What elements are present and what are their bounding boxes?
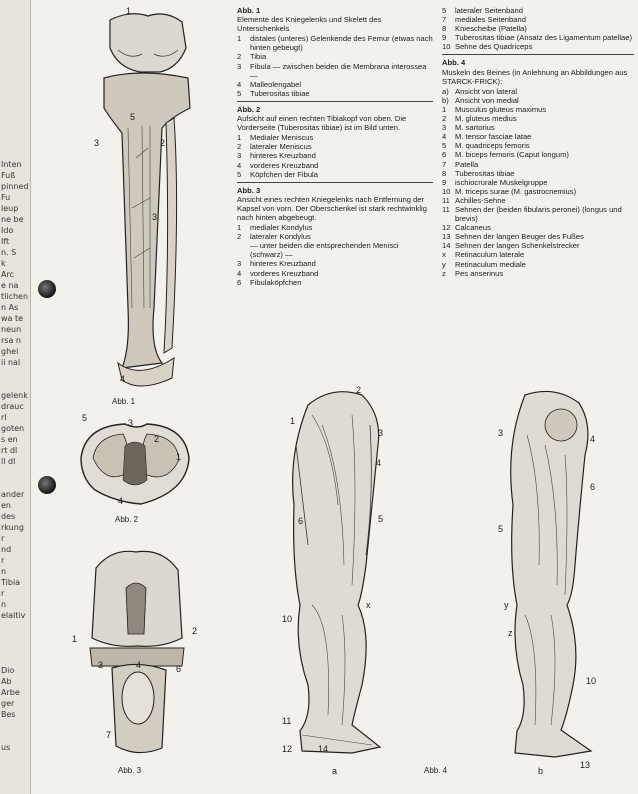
legend-item-text: M. triceps surae (M. gastrocnemius) bbox=[455, 186, 577, 196]
legend-item bbox=[442, 187, 634, 196]
legend-item-number: 1 bbox=[442, 104, 447, 114]
strip-text-line: Bes bbox=[1, 710, 16, 719]
legend-item-number: 11 bbox=[442, 195, 450, 205]
legend-item-number: 9 bbox=[442, 177, 447, 187]
fig-label: 5 bbox=[130, 112, 136, 122]
legend-item-number: y bbox=[442, 259, 446, 269]
figure-abb4b-medial-leg bbox=[495, 385, 605, 760]
legend-item-number: 11 bbox=[442, 204, 450, 214]
fig-label: 3 bbox=[498, 428, 504, 438]
strip-text-line: wa te bbox=[1, 314, 24, 323]
legend-item-text: Tuberositas tibiae (Ansatz des Ligamentum patellae) bbox=[455, 33, 632, 43]
legend-column-2 bbox=[442, 6, 634, 278]
section-abb2 bbox=[237, 105, 433, 179]
strip-text-line: ii nal bbox=[1, 358, 21, 367]
strip-text-line: drauc bbox=[1, 402, 24, 411]
fig-label: x bbox=[366, 600, 371, 610]
legend-item bbox=[442, 205, 634, 223]
legend-item bbox=[442, 160, 634, 169]
legend-item bbox=[237, 89, 433, 98]
section-title: Abb. 1 bbox=[237, 6, 261, 15]
fig-label: 6 bbox=[590, 482, 596, 492]
strip-text-line: Dio bbox=[1, 666, 15, 675]
legend-item-text: lateraler Seitenband bbox=[455, 6, 523, 15]
legend-item-text: vorderes Kreuzband bbox=[250, 160, 319, 170]
legend-item-number: b) bbox=[442, 95, 449, 105]
legend-item-number: 7 bbox=[442, 15, 447, 25]
legend-item bbox=[442, 96, 634, 105]
legend-item-text: — unter beiden die entsprechenden Menisci (schwarz) — bbox=[250, 241, 399, 260]
legend-item-number: 2 bbox=[237, 142, 242, 152]
strip-text-line: ghei bbox=[1, 347, 19, 356]
legend-item bbox=[442, 114, 634, 123]
fig-label: 3 bbox=[94, 138, 100, 148]
fig-label: 4 bbox=[120, 374, 126, 384]
legend-item bbox=[442, 232, 634, 241]
legend-item bbox=[237, 269, 433, 278]
legend-item bbox=[442, 42, 634, 51]
strip-text-line: pinned bbox=[1, 182, 29, 191]
legend-item-text: Sehnen der (beiden fibularis peronei) (longus und brevis) bbox=[455, 204, 622, 224]
fig-label: 5 bbox=[498, 524, 504, 534]
fig-label: 1 bbox=[176, 452, 182, 462]
legend-column-1 bbox=[237, 6, 433, 287]
strip-text-line: n As bbox=[1, 303, 19, 312]
figure-abb2-tibial-plateau bbox=[75, 418, 195, 508]
legend-item-text: hinteres Kreuzband bbox=[250, 151, 316, 161]
strip-text-line: Ift bbox=[1, 237, 10, 246]
strip-text-line: ne be bbox=[1, 215, 24, 224]
caption-abb2: Abb. 2 bbox=[115, 515, 139, 524]
legend-item-text: Retinaculum laterale bbox=[455, 250, 525, 260]
legend-item-text: Tuberositas tibiae bbox=[455, 168, 515, 178]
legend-item-text: lateraler Kondylus bbox=[250, 232, 311, 242]
fig-label: 4 bbox=[118, 496, 124, 506]
legend-item-number: 10 bbox=[442, 42, 451, 52]
legend-item-text: Tibia bbox=[250, 52, 267, 62]
legend-item-number: 3 bbox=[237, 151, 242, 161]
legend-item bbox=[442, 150, 634, 159]
legend-item-text: Ansicht von medial bbox=[455, 95, 519, 105]
legend-item-text: distales (unteres) Gelenkende des Femur (etwas nach hinten gebeugt) bbox=[250, 34, 433, 53]
legend-item bbox=[442, 105, 634, 114]
legend-item-number: 4 bbox=[237, 160, 242, 170]
strip-text-line: Inten bbox=[1, 160, 22, 169]
figure-abb3-knee-joint bbox=[82, 548, 192, 758]
caption-abb4: Abb. 4 bbox=[424, 766, 448, 775]
fig-label: 11 bbox=[282, 716, 292, 726]
fig-label: 2 bbox=[160, 138, 166, 148]
divider bbox=[442, 54, 634, 55]
legend-item-text: ischiocrurale Muskelgruppe bbox=[455, 177, 548, 187]
legend-item-number: 1 bbox=[237, 34, 242, 44]
strip-text-line: Arc bbox=[1, 270, 14, 279]
legend-item bbox=[237, 62, 433, 80]
fig-label: 3 bbox=[378, 428, 384, 438]
legend-item-number: 8 bbox=[442, 168, 447, 178]
legend-item-number: a) bbox=[442, 86, 449, 96]
legend-item-text: Köpfchen der Fibula bbox=[250, 169, 318, 179]
strip-text-line: k bbox=[1, 259, 6, 268]
strip-text-line: Ido bbox=[1, 226, 14, 235]
legend-item-text: mediales Seitenband bbox=[455, 15, 526, 25]
legend-item-number: 5 bbox=[237, 88, 242, 98]
legend-item bbox=[442, 223, 634, 232]
legend-item-text: Retinaculum mediale bbox=[455, 259, 526, 269]
legend-item-text: M. quadriceps femoris bbox=[455, 141, 530, 151]
fig-label: 14 bbox=[318, 744, 329, 754]
strip-text-line: rt dl bbox=[1, 446, 18, 455]
strip-text-line: rsa n bbox=[1, 336, 21, 345]
legend-item-number: 4 bbox=[442, 132, 447, 142]
strip-text-line: r bbox=[1, 589, 5, 598]
section-intro: Muskeln des Beines (in Anlehnung an Abbildungen aus STARCK-FRICK): bbox=[442, 67, 628, 86]
legend-item-text: vorderes Kreuzband bbox=[250, 268, 319, 278]
legend-item-text: medialer Kondylus bbox=[250, 223, 313, 233]
figure-abb4a-lateral-leg bbox=[282, 385, 397, 760]
fig-label: 2 bbox=[356, 385, 362, 395]
legend-item-number: 3 bbox=[237, 61, 242, 71]
strip-text-line: leup bbox=[1, 204, 19, 213]
legend-item-text: Fibula — zwischen beiden die Membrana interossea — bbox=[250, 61, 427, 80]
legend-item-number: 5 bbox=[442, 141, 447, 151]
legend-item-number: 3 bbox=[442, 123, 447, 133]
fig-label: b bbox=[538, 766, 544, 776]
legend-item bbox=[237, 170, 433, 179]
legend-item bbox=[442, 260, 634, 269]
strip-text-line: elaltiv bbox=[1, 611, 26, 620]
strip-text-line: e na bbox=[1, 281, 19, 290]
legend-item-number: 5 bbox=[237, 169, 242, 179]
legend-item-number: x bbox=[442, 250, 446, 260]
legend-item-number bbox=[237, 241, 250, 259]
legend-item bbox=[442, 24, 634, 33]
fig-label: 2 bbox=[154, 434, 160, 444]
legend-item-text: Sehne des Quadriceps bbox=[455, 42, 533, 52]
legend-item-text: M. tensor fasciae latae bbox=[455, 132, 532, 142]
strip-text-line: Fuß bbox=[1, 171, 16, 180]
fig-label: 5 bbox=[378, 514, 384, 524]
legend-item-number: 12 bbox=[442, 223, 451, 233]
fig-label: 10 bbox=[282, 614, 293, 624]
fig-label: 4 bbox=[590, 434, 596, 444]
strip-text-line: tlichen bbox=[1, 292, 29, 301]
caption-abb1: Abb. 1 bbox=[112, 397, 136, 406]
strip-text-line: n bbox=[1, 567, 7, 576]
legend-item-text: Calcaneus bbox=[455, 223, 491, 233]
legend-item bbox=[237, 52, 433, 61]
legend-item-number: 4 bbox=[237, 268, 242, 278]
legend-item-text: Achilles-Sehne bbox=[455, 195, 506, 205]
strip-text-line: us bbox=[1, 743, 11, 752]
legend-item bbox=[237, 151, 433, 160]
strip-text-line: ll dl bbox=[1, 457, 16, 466]
legend-item bbox=[442, 141, 634, 150]
section-intro: Aufsicht auf einen rechten Tibiakopf von oben. Die Vorderseite (Tuberositas tibiae) ist im Bild unten. bbox=[237, 114, 407, 133]
legend-item bbox=[442, 132, 634, 141]
fig-label: 6 bbox=[176, 664, 182, 674]
strip-text-line: nd bbox=[1, 545, 12, 554]
divider bbox=[237, 101, 433, 102]
strip-text-line: s en bbox=[1, 435, 18, 444]
adjacent-page-strip bbox=[0, 0, 31, 794]
strip-text-line: ger bbox=[1, 699, 15, 708]
legend-item-text: Sehnen der langen Beuger des Fußes bbox=[455, 232, 584, 242]
legend-item bbox=[442, 269, 634, 278]
legend-item-text: Kniescheibe (Patella) bbox=[455, 24, 527, 34]
legend-item-text: Tuberositas tibiae bbox=[250, 88, 310, 98]
legend-item bbox=[237, 278, 433, 287]
legend-item-number: 4 bbox=[237, 79, 242, 89]
legend-item bbox=[442, 196, 634, 205]
legend-item-number: 13 bbox=[442, 232, 451, 242]
legend-item bbox=[442, 15, 634, 24]
fig-label: 5 bbox=[82, 413, 88, 423]
strip-text-line: neun bbox=[1, 325, 22, 334]
legend-item bbox=[442, 123, 634, 132]
fig-label: 13 bbox=[580, 760, 591, 770]
divider bbox=[237, 182, 433, 183]
legend-item-number: 3 bbox=[237, 259, 242, 269]
legend-item-text: Medialer Meniscus bbox=[250, 133, 314, 143]
legend-item-number: 1 bbox=[237, 223, 242, 233]
legend-item-number: 2 bbox=[237, 52, 242, 62]
strip-text-line: en bbox=[1, 501, 11, 510]
legend-item bbox=[237, 241, 433, 259]
legend-item-text: Pes anserinus bbox=[455, 268, 504, 278]
strip-text-line: ander bbox=[1, 490, 25, 499]
legend-item bbox=[237, 223, 433, 232]
strip-text-line: Fu bbox=[1, 193, 11, 202]
legend-item-number: 14 bbox=[442, 241, 451, 251]
legend-item bbox=[237, 133, 433, 142]
legend-item bbox=[442, 87, 634, 96]
fig-label: z bbox=[508, 628, 513, 638]
legend-item-number: 7 bbox=[442, 159, 447, 169]
fig-label: y bbox=[504, 600, 509, 610]
strip-text-line: n bbox=[1, 600, 7, 609]
legend-item bbox=[237, 80, 433, 89]
legend-item-text: M. sartorius bbox=[455, 123, 495, 133]
strip-text-line: des bbox=[1, 512, 16, 521]
fig-label: 1 bbox=[72, 634, 78, 644]
legend-item bbox=[237, 232, 433, 241]
legend-item bbox=[442, 178, 634, 187]
legend-item-text: Ansicht von lateral bbox=[455, 86, 518, 96]
legend-item-number: 6 bbox=[237, 277, 242, 287]
legend-item-text: lateraler Meniscus bbox=[250, 142, 312, 152]
fig-label: 12 bbox=[282, 744, 293, 754]
strip-text-line: rl bbox=[1, 413, 7, 422]
legend-item bbox=[237, 161, 433, 170]
legend-item-text: Malleolengabel bbox=[250, 79, 302, 89]
legend-item bbox=[442, 169, 634, 178]
strip-text-line: rkung bbox=[1, 523, 24, 532]
strip-text-line: Arbe bbox=[1, 688, 20, 697]
legend-item-number: 6 bbox=[442, 150, 447, 160]
legend-item-text: M. biceps femoris (Caput longum) bbox=[455, 150, 569, 160]
legend-item-number: 5 bbox=[442, 6, 447, 15]
fig-label: 3 bbox=[152, 212, 158, 222]
legend-item bbox=[442, 241, 634, 250]
legend-item-text: hinteres Kreuzband bbox=[250, 259, 316, 269]
legend-item-number: z bbox=[442, 268, 446, 278]
fig-label: 2 bbox=[192, 626, 198, 636]
legend-item-number: 8 bbox=[442, 24, 447, 34]
fig-label: 1 bbox=[290, 416, 296, 426]
strip-text-line: goten bbox=[1, 424, 25, 433]
legend-item bbox=[237, 142, 433, 151]
legend-item-text: Sehnen der langen Schenkelstrecker bbox=[455, 241, 580, 251]
strip-text-line: gelenk bbox=[1, 391, 28, 400]
fig-label: 7 bbox=[106, 730, 112, 740]
legend-item-number: 10 bbox=[442, 186, 451, 196]
fig-label: 3 bbox=[98, 660, 104, 670]
fig-label: 4 bbox=[136, 660, 142, 670]
caption-abb3: Abb. 3 bbox=[118, 766, 142, 775]
strip-text-line: Tibia bbox=[1, 578, 21, 587]
binder-hole-bottom bbox=[38, 476, 56, 494]
legend-item-text: Musculus gluteus maximus bbox=[455, 104, 547, 114]
strip-text-line: n. S bbox=[1, 248, 17, 257]
fig-label: 10 bbox=[586, 676, 597, 686]
strip-text-line: r bbox=[1, 556, 5, 565]
legend-item-number: 2 bbox=[442, 114, 447, 124]
legend-item bbox=[237, 259, 433, 268]
strip-text-line: Ab bbox=[1, 677, 12, 686]
legend-item-number: 1 bbox=[237, 133, 242, 143]
legend-item-number: 9 bbox=[442, 33, 447, 43]
legend-item-number: 2 bbox=[237, 232, 242, 242]
legend-item bbox=[442, 6, 634, 15]
fig-label: a bbox=[332, 766, 338, 776]
strip-text-line: r bbox=[1, 534, 5, 543]
figure-abb1-skeleton bbox=[70, 8, 220, 393]
fig-label: 3 bbox=[128, 418, 134, 428]
section-title: Abb. 4 bbox=[442, 58, 466, 68]
section-title: Abb. 2 bbox=[237, 104, 261, 114]
section-abb1 bbox=[237, 6, 433, 98]
fig-label: 1 bbox=[126, 6, 132, 16]
binder-hole-top bbox=[38, 280, 56, 298]
section-title: Abb. 3 bbox=[237, 185, 261, 195]
legend-item-text: Patella bbox=[455, 159, 479, 169]
section-abb3 bbox=[237, 186, 433, 287]
legend-item bbox=[442, 250, 634, 259]
section-intro: Ansicht eines rechten Kniegelenks nach Entfernung der Kapsel von vorn. Der Oberschenkel ist stark rechtwinklig nach hinten abgebeugt. bbox=[237, 194, 427, 222]
legend-item bbox=[442, 33, 634, 42]
fig-label: 4 bbox=[376, 458, 382, 468]
fig-label: 6 bbox=[298, 516, 304, 526]
legend-item bbox=[237, 34, 433, 52]
section-intro: Elemente des Kniegelenks und Skelett des Unterschenkels bbox=[237, 15, 382, 34]
legend-item-text: M. gluteus medius bbox=[455, 114, 517, 124]
legend-item-text: Fibulaköpfchen bbox=[250, 277, 302, 287]
